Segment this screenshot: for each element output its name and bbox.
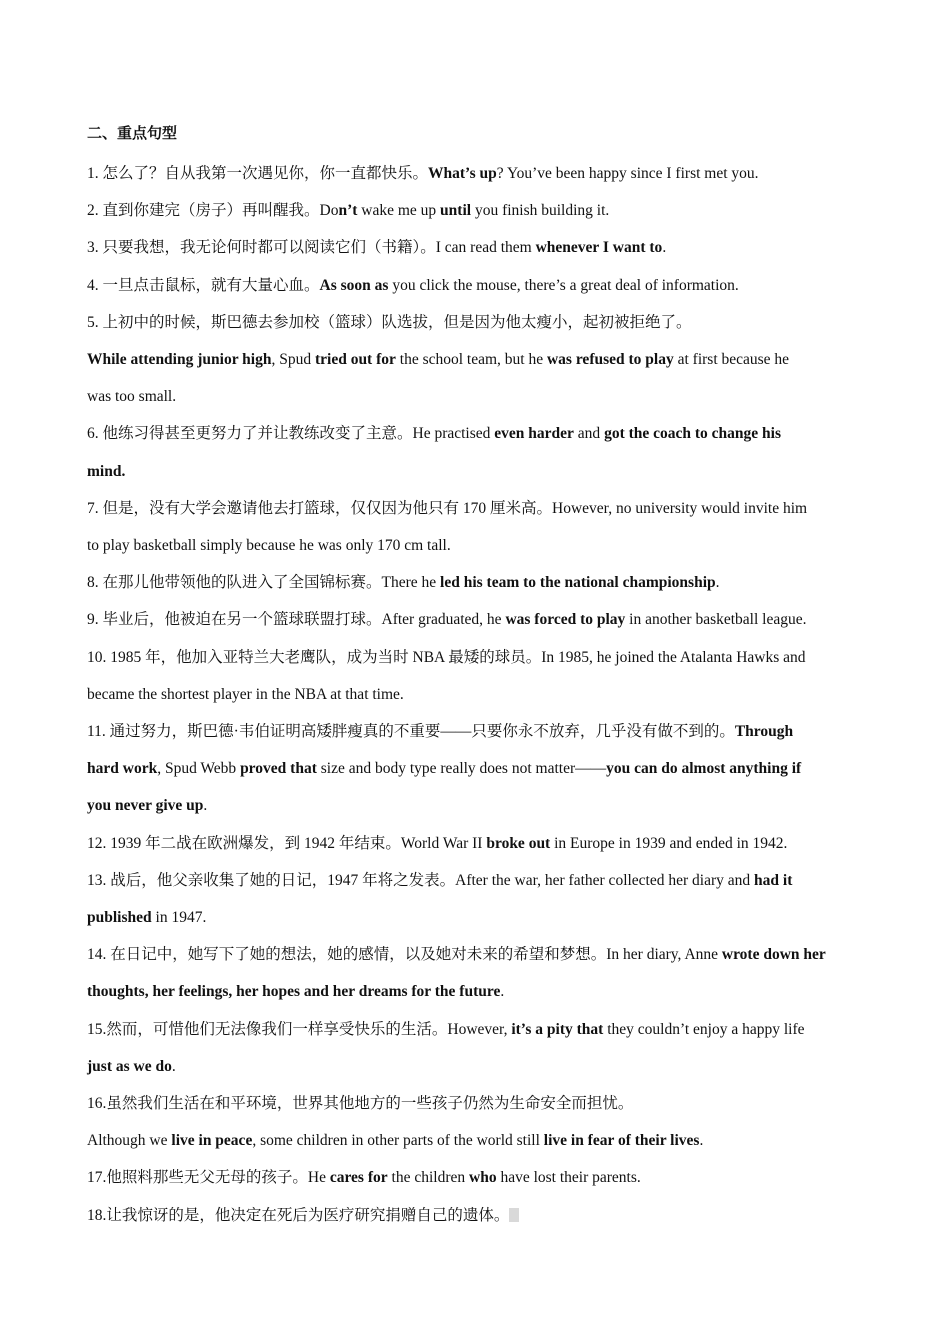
text-run: . (699, 1132, 704, 1150)
bold-phrase: had it (754, 871, 793, 889)
bold-phrase: who (469, 1169, 497, 1187)
sentence-line (87, 1197, 867, 1234)
text-run: in Europe in 1939 and ended in 1942. (550, 834, 788, 852)
text-run: you finish building it. (471, 202, 610, 220)
bold-phrase: broke out (486, 834, 551, 852)
text-run: became the shortest player in the NBA at that time. (87, 685, 404, 703)
sentence-line (87, 639, 867, 676)
bold-phrase: even harder (494, 425, 574, 443)
text-run: 17.他照料那些无父无母的孩子。He (87, 1169, 330, 1187)
bold-phrase: you can do almost anything if (606, 760, 802, 778)
text-run: , Spud Webb (157, 760, 241, 778)
text-run: have lost their parents. (496, 1169, 641, 1187)
text-run: 6. 他练习得甚至更努力了并让教练改变了主意。He practised (87, 425, 495, 443)
text-run: in another basketball league. (625, 611, 807, 629)
bold-phrase: live in fear of their lives (543, 1132, 700, 1150)
text-run: 4. 一旦点击鼠标，就有大量心血。 (87, 276, 320, 294)
sentence-list (87, 155, 867, 1234)
bold-phrase: cares for (329, 1169, 388, 1187)
bold-phrase: it’s a pity that (511, 1020, 604, 1038)
text-run: 10. 1985 年，他加入亚特兰大老鹰队，成为当时 NBA 最矮的球员。In 1985, he joined the Atalanta Hawks and (87, 648, 806, 666)
text-run: you click the mouse, there’s a great deal of information. (388, 276, 739, 294)
bold-phrase: whenever I want to (535, 239, 663, 257)
sentence-line (87, 527, 867, 564)
bold-phrase: What’s up (428, 165, 497, 182)
sentence-line (87, 862, 867, 899)
sentence-line (87, 490, 867, 527)
text-run: 16.虽然我们生活在和平环境，世界其他地方的一些孩子仍然为生命安全而担忧。 (87, 1095, 634, 1113)
sentence-line (87, 973, 867, 1010)
bold-phrase: was forced to play (505, 611, 626, 629)
text-run: ? You’ve been happy since I first met you. (496, 165, 759, 182)
sentence-line (87, 1159, 867, 1196)
text-run: size and body type really does not matter—— (316, 760, 607, 778)
sentence-line (87, 453, 867, 490)
bold-phrase: proved that (240, 760, 317, 778)
bold-phrase: led his team to the national championship (440, 574, 716, 592)
sentence-line (87, 899, 867, 936)
sentence-line (87, 1085, 867, 1122)
text-run: at first because he (673, 351, 790, 369)
text-run: . (662, 239, 667, 257)
text-run: in 1947. (151, 909, 207, 927)
text-run: they couldn’t enjoy a happy life (603, 1020, 805, 1038)
text-run: . (203, 797, 208, 815)
text-run: and (573, 425, 605, 443)
text-run: , Spud (271, 351, 315, 369)
section-heading: 二、重点句型 (87, 124, 178, 142)
text-run: . (715, 574, 720, 592)
bold-phrase: tried out for (314, 351, 396, 369)
bold-phrase: While attending junior high (87, 351, 272, 369)
bold-phrase: was refused to play (546, 351, 674, 369)
text-run: 9. 毕业后，他被迫在另一个篮球联盟打球。After graduated, he (87, 611, 506, 629)
sentence-line (87, 415, 867, 452)
text-run: 13. 战后，他父亲收集了她的日记，1947 年将之发表。After the war, her father collected her diary and (87, 871, 755, 889)
sentence-line (87, 155, 867, 192)
text-cursor-highlight (509, 1208, 519, 1222)
text-run: 5. 上初中的时候，斯巴德去参加校（篮球）队选拔，但是因为他太瘦小，起初被拒绝了。 (87, 313, 692, 331)
text-run: 18.让我惊讶的是，他决定在死后为医疗研究捐赠自己的遗体。 (87, 1206, 510, 1224)
text-run: 14. 在日记中，她写下了她的想法，她的感情，以及她对未来的希望和梦想。In her diary, Anne (87, 946, 722, 964)
bold-phrase: mind. (87, 462, 126, 480)
text-run: 8. 在那儿他带领他的队进入了全国锦标赛。There he (87, 574, 441, 592)
text-run: 7. 但是，没有大学会邀请他去打篮球，仅仅因为他只有 170 厘米高。However, no university would invite him (87, 499, 808, 517)
text-run: to play basketball simply because he was only 170 cm tall. (87, 537, 451, 555)
bold-phrase: published (87, 909, 152, 927)
sentence-line (87, 750, 867, 787)
bold-phrase: n’t (338, 202, 358, 220)
bold-phrase: got the coach to change his (604, 425, 782, 443)
text-run: 1. 怎么了？自从我第一次遇见你，你一直都快乐。 (87, 165, 429, 182)
bold-phrase: wrote down her (721, 946, 826, 964)
sentence-line (87, 378, 867, 415)
bold-phrase: As soon as (319, 276, 389, 294)
sentence-line (87, 713, 867, 750)
sentence-line (87, 564, 867, 601)
sentence-line (87, 1048, 867, 1085)
bold-phrase: Through (734, 723, 794, 741)
text-run: was too small. (87, 388, 177, 406)
sentence-line (87, 825, 867, 862)
sentence-line (87, 1122, 867, 1159)
sentence-line (87, 267, 867, 304)
sentence-line (87, 304, 867, 341)
bold-phrase: thoughts, her feelings, her hopes and her dreams for the future (87, 983, 501, 1001)
sentence-line (87, 1011, 867, 1048)
sentence-line (87, 341, 867, 378)
sentence-line (87, 192, 867, 229)
bold-phrase: until (440, 202, 472, 220)
bold-phrase: hard work (87, 760, 158, 778)
text-run: the children (387, 1169, 469, 1187)
text-run: 12. 1939 年二战在欧洲爆发，到 1942 年结束。World War II (87, 834, 487, 852)
text-run: Although we (87, 1132, 172, 1150)
text-run: . (500, 983, 505, 1001)
text-run: 11. 通过努力，斯巴德·韦伯证明高矮胖瘦真的不重要——只要你永不放弃，几乎没有做不到的。 (87, 723, 735, 741)
sentence-line (87, 229, 867, 266)
text-run: 2. 直到你建完（房子）再叫醒我。Do (87, 202, 339, 220)
sentence-line (87, 936, 867, 973)
sentence-line (87, 787, 867, 824)
bold-phrase: just as we do (87, 1057, 172, 1075)
sentence-line (87, 601, 867, 638)
bold-phrase: you never give up (87, 797, 204, 815)
text-run: , some children in other parts of the world still (252, 1132, 544, 1150)
sentence-line (87, 676, 867, 713)
text-run: the school team, but he (395, 351, 547, 369)
text-run: wake me up (357, 202, 441, 220)
bold-phrase: live in peace (171, 1132, 253, 1150)
text-run: 15.然而，可惜他们无法像我们一样享受快乐的生活。However, (87, 1020, 512, 1038)
document-page (87, 118, 867, 1234)
text-run: . (171, 1057, 176, 1075)
text-run: 3. 只要我想，我无论何时都可以阅读它们（书籍）。I can read them (87, 239, 536, 257)
